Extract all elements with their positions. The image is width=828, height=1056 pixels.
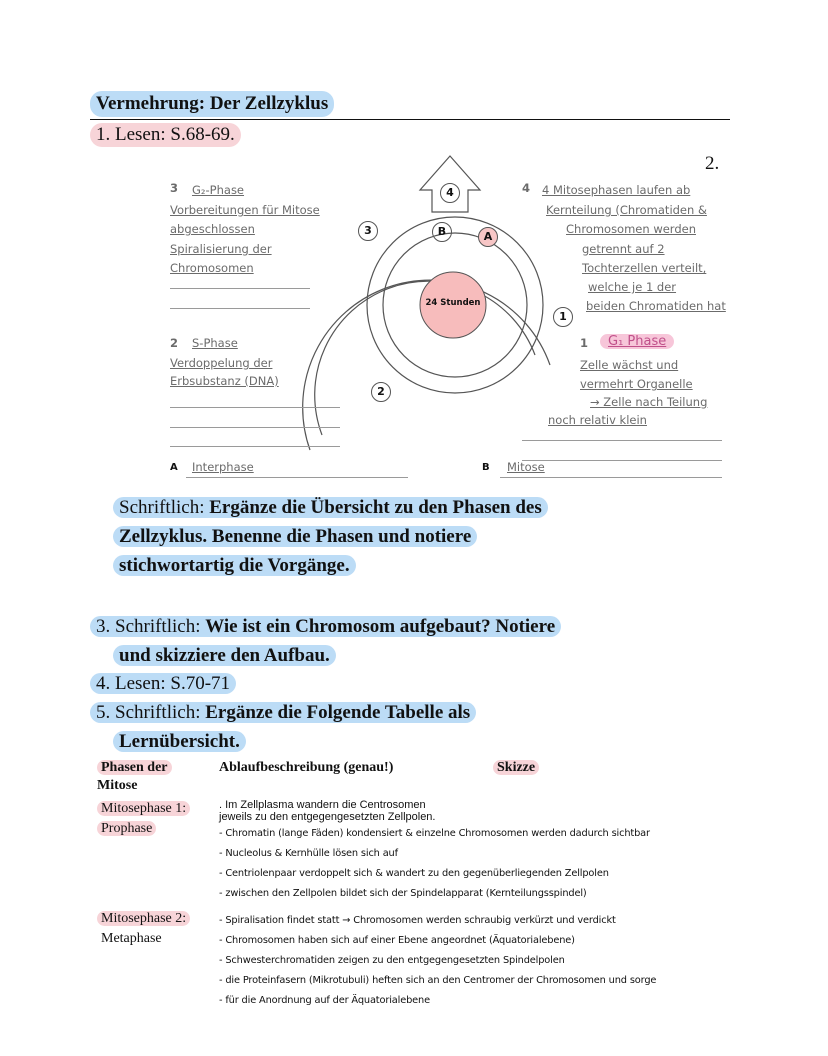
header-phase-line-2: Mitose — [97, 778, 138, 793]
task-3-line-1: Wie ist ein Chromosom aufgebaut? Notiere — [205, 616, 556, 637]
row-2-note-4: - die Proteinfasern (Mikrotubuli) heften sich an den Centromer der Chromosomen und sorge — [219, 975, 657, 986]
marker-3: 3 — [358, 221, 378, 241]
row-1-phase-line-2: Prophase — [97, 821, 156, 836]
cell-cycle-diagram — [150, 150, 760, 485]
g2-line-3: Spiralisierung der — [170, 242, 272, 256]
s-line-2: Erbsubstanz (DNA) — [170, 374, 279, 388]
m-line-5: welche je 1 der — [588, 280, 677, 294]
m-line-0: 4 Mitosephasen laufen ab — [542, 183, 691, 197]
page-title — [90, 91, 730, 120]
row-1-note-3: - Centriolenpaar verdoppelt sich & wandert zu den gegenüberliegenden Zellpolen — [219, 868, 609, 879]
row-2-phase-line-2: Metaphase — [101, 931, 162, 946]
footer-b-label: B — [482, 462, 490, 473]
g2-title: G₂-Phase — [192, 183, 245, 197]
header-sketch: Skizze — [493, 760, 539, 775]
row-1-note-4: - zwischen den Zellpolen bildet sich der Spindelapparat (Kernteilungsspindel) — [219, 888, 587, 899]
m-line-6: beiden Chromatiden hat — [586, 299, 726, 313]
task-2-number: 2. — [705, 153, 720, 174]
row-1-typed-1: . Im Zellplasma wandern die Centrosomen — [219, 799, 426, 811]
header-phase-line-1: Phasen der — [97, 760, 172, 775]
marker-a: A — [478, 227, 498, 247]
task-5 — [90, 698, 476, 756]
marker-1: 1 — [553, 307, 573, 327]
row-2-note-3: - Schwesterchromatiden zeigen zu den entgegengesetzten Spindelpolen — [219, 955, 565, 966]
task-2-prefix: Schriftlich: — [119, 497, 210, 518]
g1-line-2: vermehrt Organelle — [580, 377, 693, 391]
s-title: S-Phase — [192, 336, 238, 350]
footer-a-text: Interphase — [192, 460, 254, 474]
row-1-note-2: - Nucleolus & Kernhülle lösen sich auf — [219, 848, 398, 859]
row-1-note-1: - Chromatin (lange Fäden) kondensiert & einzelne Chromosomen werden dadurch sichtbar — [219, 828, 650, 839]
center-label: 24 Stunden — [425, 298, 481, 308]
marker-2: 2 — [371, 382, 391, 402]
row-2-phase-line-1: Mitosephase 2: — [97, 911, 190, 926]
task-2-line-1: Ergänze die Übersicht zu den Phasen des — [209, 497, 542, 518]
m-line-4: Tochterzellen verteilt, — [582, 261, 707, 275]
m-line-2: Chromosomen werden — [566, 222, 696, 236]
g1-line-4: noch relativ klein — [548, 413, 647, 427]
m-line-3: getrennt auf 2 — [582, 242, 665, 256]
task-4-text: 4. Lesen: S.70-71 — [90, 673, 236, 694]
row-2-note-2: - Chromosomen haben sich auf einer Ebene angeordnet (Äquatorialebene) — [219, 935, 575, 946]
title-text: Vermehrung: Der Zellzyklus — [90, 91, 334, 117]
s-number: 2 — [170, 336, 179, 350]
task-3 — [90, 612, 561, 670]
task-5-prefix: 5. Schriftlich: — [96, 702, 206, 723]
marker-b: B — [432, 222, 452, 242]
task-5-line-2: Lernübersicht. — [113, 731, 246, 752]
task-3-line-2: und skizziere den Aufbau. — [113, 645, 336, 666]
task-1-text: 1. Lesen: S.68-69. — [90, 123, 241, 147]
task-2-line-3: stichwortartig die Vorgänge. — [113, 555, 356, 576]
task-3-prefix: 3. Schriftlich: — [96, 616, 206, 637]
footer-a-label: A — [170, 462, 178, 473]
g1-number: 1 — [580, 336, 589, 350]
header-description: Ablaufbeschreibung (genau!) — [219, 760, 394, 775]
task-4 — [90, 671, 236, 697]
g1-line-1: Zelle wächst und — [580, 358, 679, 372]
task-1 — [90, 123, 241, 147]
footer-b-text: Mitose — [507, 460, 545, 474]
row-2-note-1: - Spiralisation findet statt → Chromosomen werden schraubig verkürzt und verdickt — [219, 915, 616, 926]
s-line-1: Verdoppelung der — [170, 356, 273, 370]
row-1-typed-2: jeweils zu den entgegengesetzten Zellpolen. — [219, 811, 436, 823]
g2-line-1: Vorbereitungen für Mitose — [170, 203, 320, 217]
g2-line-2: abgeschlossen — [170, 222, 255, 236]
task-2 — [113, 493, 753, 580]
m-line-1: Kernteilung (Chromatiden & — [546, 203, 707, 217]
row-1-phase-line-1: Mitosephase 1: — [97, 801, 190, 816]
m-number: 4 — [522, 181, 531, 195]
row-2-note-5: - für die Anordnung auf der Äquatorialebene — [219, 995, 430, 1006]
g1-line-3: → Zelle nach Teilung — [590, 395, 708, 409]
task-5-line-1: Ergänze die Folgende Tabelle als — [205, 702, 471, 723]
g1-title: G₁ Phase — [600, 334, 674, 349]
g2-line-4: Chromosomen — [170, 261, 254, 275]
g2-number: 3 — [170, 181, 179, 195]
marker-4: 4 — [440, 183, 460, 203]
task-2-line-2: Zellzyklus. Benenne die Phasen und notiere — [113, 526, 477, 547]
